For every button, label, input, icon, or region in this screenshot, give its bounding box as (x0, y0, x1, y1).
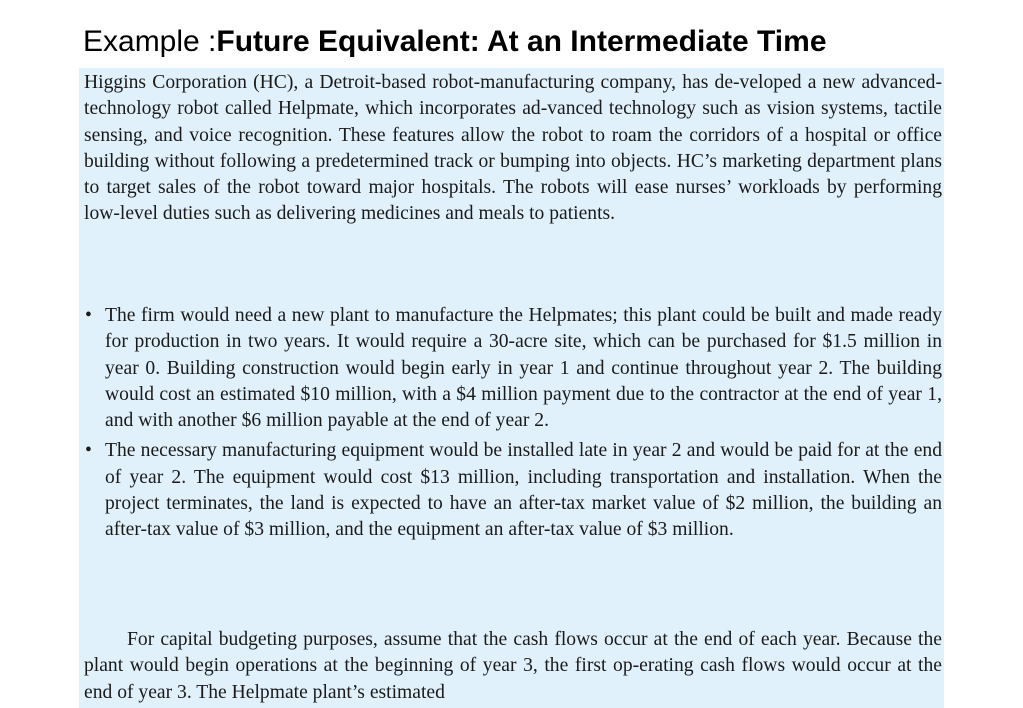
intro-paragraph: Higgins Corporation (HC), a Detroit-based robot-manufacturing company, has de-veloped a new advanced-technology robot called Helpmate, which incorporates ad-vanced technology such as vision systems, tactile sensing, and voice recognition. These features allow the robot to roam the corridors of a hospital or office building without following a predetermined track or bumping into objects. HC’s marketing department plans to target sales of the robot toward major hospitals. The robots will ease nurses’ workloads by performing low-level duties such as delivering medicines and meals to patients. (84, 72, 942, 225)
title-prefix: Example : (83, 25, 217, 58)
title-bold: Future Equivalent: At an Intermediate Time (216, 25, 827, 58)
bullet-list (84, 303, 942, 544)
text-panel (79, 68, 944, 708)
bullet-marker: • (85, 305, 92, 326)
bullet-item (84, 303, 942, 434)
slide-title (83, 24, 827, 60)
bullet-text: The necessary manufacturing equipment would be installed late in year 2 and would be paid for at the end of year 2. The equipment would cost $13 million, including transportation and installation. When the project terminates, the land is expected to have an after-tax market value of $2 million, the building an after-tax value of $3 million, and the equipment an after-tax value of $3 million. (105, 440, 942, 541)
bullet-marker: • (85, 440, 92, 462)
bullet-text: The firm would need a new plant to manufacture the Helpmates; this plant could be built and made ready for production in two years. It would require a 30-acre site, which can be purchased for $1.5 million in year 0. Building construction would begin early in year 1 and continue throughout year 2. The building would cost an estimated $10 million, with a $4 million payment due to the contractor at the end of year 1, and with another $6 million payable at the end of year 2. (105, 305, 942, 432)
closing-paragraph: For capital budgeting purposes, assume that the cash flows occur at the end of each year. Because the plant would begin operations at the beginning of year 3, the first op-erating cash flows would occur at the end of year 3. The Helpmate plant’s estimated (84, 629, 942, 703)
bullet-item (84, 438, 942, 543)
